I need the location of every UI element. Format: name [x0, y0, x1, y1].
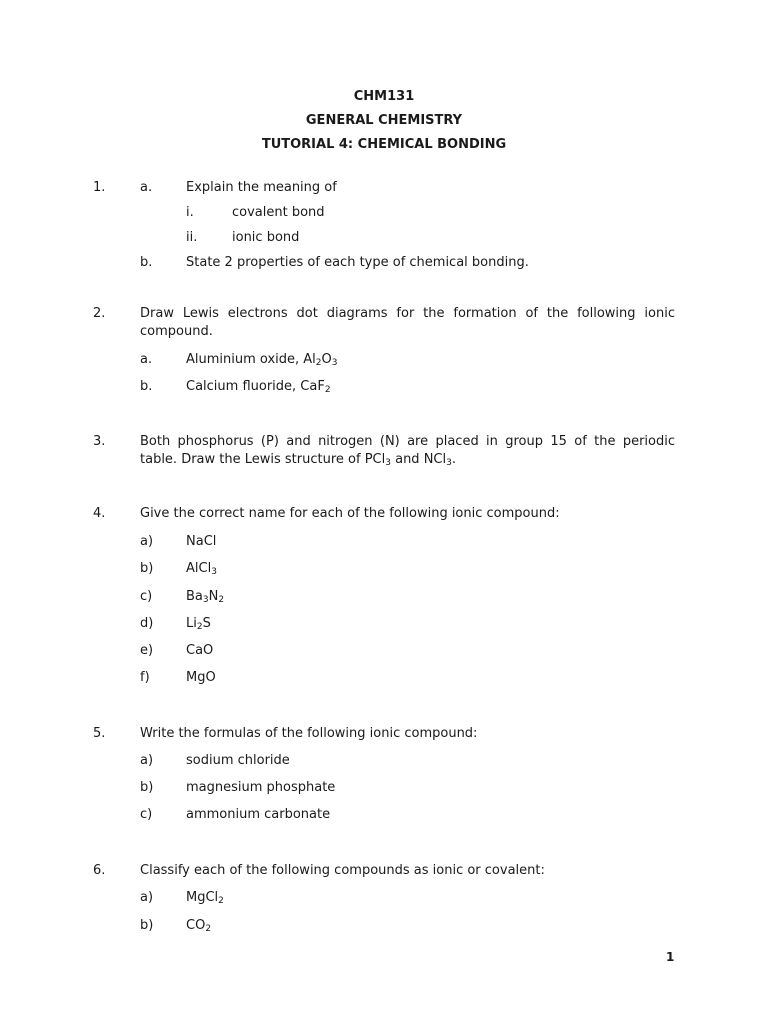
part-label: b): [140, 561, 154, 576]
part-label: e): [140, 643, 154, 658]
part-text: Calcium fluoride, CaF$_2$: [186, 379, 331, 395]
part-text: AlCl$_3$: [186, 561, 217, 577]
part-label: f): [140, 670, 150, 685]
part-label: a): [140, 753, 154, 768]
question-stem: Draw Lewis electrons dot diagrams for the formation of the following ionic compound.: [140, 306, 675, 339]
part-text: MgO: [186, 670, 216, 685]
part-text: MgCl$_2$: [186, 890, 224, 906]
part-text: sodium chloride: [186, 753, 290, 768]
part-label: a.: [140, 352, 153, 367]
part-text: CaO: [186, 643, 214, 658]
part-text: Explain the meaning of: [186, 180, 337, 195]
part-text: $Li_2S$: [186, 616, 211, 632]
page-number: 1: [666, 950, 675, 964]
question-number: 1.: [93, 180, 106, 195]
course-name: GENERAL CHEMISTRY: [305, 113, 463, 128]
question-stem-line: table. Draw the Lewis structure of PCl$_3$ and NCl$_3$.: [140, 452, 456, 468]
part-text: State 2 properties of each type of chemical bonding.: [186, 255, 529, 270]
subpart-label: ii.: [186, 230, 198, 245]
part-label: a): [140, 890, 154, 905]
course-code: CHM131: [353, 89, 415, 104]
question-stem-line: Both phosphorus (P) and nitrogen (N) are placed in group 15 of the periodic: [140, 434, 675, 449]
part-text: ammonium carbonate: [186, 807, 331, 822]
part-text: magnesium phosphate: [186, 780, 336, 795]
part-text: Aluminium oxide, $Al_2O_3$: [186, 352, 338, 368]
part-text: $CO_2$: [186, 918, 212, 934]
part-label: b.: [140, 379, 153, 394]
part-text: $Ba_3N_2$: [186, 589, 225, 605]
question-number: 3.: [93, 434, 106, 449]
question-number: 4.: [93, 506, 106, 521]
question-number: 5.: [93, 726, 106, 741]
part-label: c): [140, 807, 153, 822]
subpart-text: ionic bond: [232, 230, 300, 245]
part-label: c): [140, 589, 153, 604]
question-stem: Write the formulas of the following ionic compound:: [140, 726, 478, 741]
question-stem: Classify each of the following compounds as ionic or covalent:: [140, 863, 545, 878]
part-label: d): [140, 616, 154, 631]
part-label: b.: [140, 255, 153, 270]
part-label: a.: [140, 180, 153, 195]
question-number: 6.: [93, 863, 106, 878]
part-label: b): [140, 780, 154, 795]
tutorial-title: TUTORIAL 4: CHEMICAL BONDING: [261, 137, 507, 152]
part-label: a): [140, 534, 154, 549]
question-number: 2.: [93, 306, 106, 321]
part-label: b): [140, 918, 154, 933]
part-text: NaCl: [186, 534, 217, 549]
subpart-text: covalent bond: [232, 205, 325, 220]
question-stem: Give the correct name for each of the following ionic compound:: [140, 506, 560, 521]
subpart-label: i.: [186, 205, 194, 220]
